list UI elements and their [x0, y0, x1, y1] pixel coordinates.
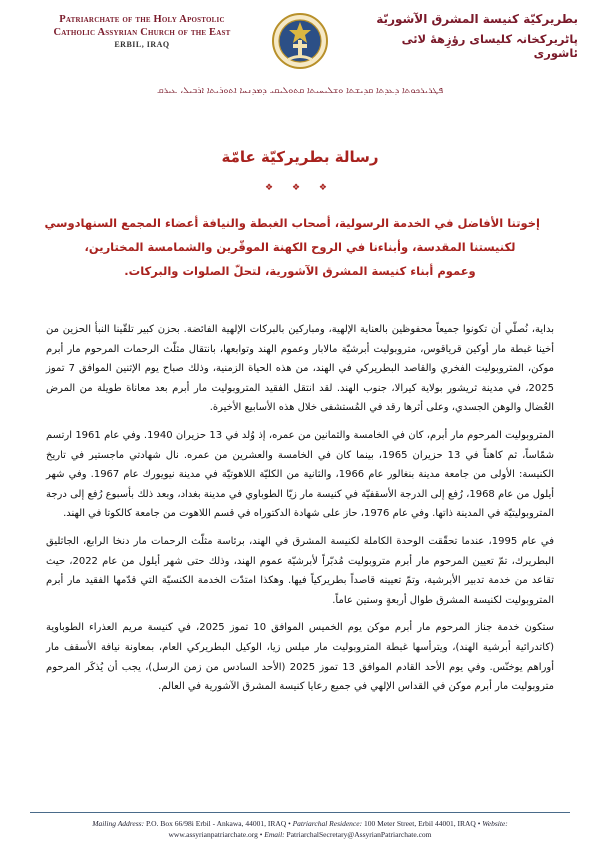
body-paragraph: بداية، نُصلّي أن تكونوا جميعاً محفوظين بالعناية الإلهية، ومباركين بالبركات الإلهية الفائضة. بحزن كبير تلقّينا النبأ الحزين من أخينا غبطة مار أوكين قرياقوس، متروبوليت أبرشيّة مالابار وعموم الهند وتوابعها، بانتقال مثلّث الرحمات المرحوم مار أبرم موكن، المتروبوليت الفخري والقاصد البطريركي في الهند، من هذه الحياة الزمنية، وذلك صباح يوم الإثنين الموافق 7 تموز 2025، في مدينة ثريشور بولاية كيرالا، جنوب الهند. لقد انتقل الفقيد المتروبوليت مار أبرم بعد معاناة طويلة من المرض العُضال والوهن الجسدي، وعلى أثرها رقد في المُستشفى خلال هذه الأسابيع الأخيرة. [46, 324, 554, 414]
letterhead-arabic-line-2: پاٹریرکخانہ کلیسای رؤزِههٔ لائی ئاشوری [401, 32, 578, 60]
church-emblem-icon [270, 10, 330, 72]
website-label: Website: [482, 819, 508, 828]
residence-address: 100 Meter Street, Erbil 44001, IRAQ [363, 819, 476, 828]
letterhead-line-1: Patriarchate of the Holy Apostolic [59, 14, 225, 25]
syriac-letterhead-strip: ܦܛܪܝܪܟܘܬܐ ܕܥܕܬܐ ܩܕܝܫܬܐ ܘܫܠܝܚܝܬܐ ܩܬܘܠܝܩܝ ܕܡܕܢܚܐ ܐܬܘܪܝܬܐ ܐܪܒܝܠ، ܥܝܪܩ [156, 86, 444, 96]
letter-body [46, 320, 554, 705]
body-paragraph: المتروبوليت المرحوم مار أبرم، كان في الخامسة والثمانين من عمره، إذ وُلد في 13 حزيران 1940. وفي عام 1961 ارتسم شمّاساً، ثم كاهناً في 13 حزيران 1965، بينما كان في الخامسة والعشرين من عمره. نال شهادتي ماجستير في تاريخ الكنيسة: الأولى من جامعة مدينة بنغالور عام 1966، والثانية من الكليّة اللاهوتيّة في مدينة نيويورك عام 1967. وفي شهر أيلول من عام 1968، رُفع إلى الدرجة الأسقفيّة في كنيسة مار زيّا الطوباوي في مدينة بغداد، وبعد ذلك بأسبوع رُفع إلى درجة المتروبوليتيّة في المدينة ذاتها. وفي عام 1976، حاز على شهادة الدكتوراه في قسم اللاهوت من جامعة كالكوتا في الهند. [46, 429, 555, 520]
website-link[interactable]: www.assyrianpatriarchate.org [168, 830, 258, 839]
mailing-label: Mailing Address: [92, 819, 145, 828]
footer-line-1: Mailing Address: P.O. Box 66/98i Erbil - Ankawa, 44001, IRAQ • Patriarchal Residence: 100 Meter Street, Erbil 44001, IRAQ • Website: [92, 819, 508, 828]
body-paragraph: في عام 1995، عندما تحقّقت الوحدة الكاملة لكنيسة المشرق في الهند، برئاسة مثلّث الرحمات مار دنخا الرابع، الجاثليق البطريرك، تمّ تعيين المرحوم مار أبرم متروبوليت مُدبّراً لأبرشيّة عموم الهند، وذلك حتى شهر أيلول من عام 2022، حيث تقاعد من خدمة تدبير الأبرشية، وتمّ تعيينه قاصداً بطريركياً فيها. وهكذا امتدّت الخدمة الكنسيّة التي قدّمها الفقيد مار أبرم المتروبوليت لكنيسة المشرق طوال أربعةٍ وستين عاماً. [46, 535, 554, 606]
letterhead-location: ERBIL, IRAQ [114, 40, 170, 49]
letterhead-line-2: Catholic Assyrian Church of the East [53, 27, 231, 38]
greeting-line: لكنيستنا المقدسة، وأبناءنا في الروح الكهنة الموقّرين والشمامسة المختارين، [84, 240, 516, 254]
letterhead-arabic [358, 12, 578, 60]
footer [10, 818, 590, 840]
email-label: Email: [264, 830, 285, 839]
body-paragraph: ستكون خدمة جناز المرحوم مار أبرم موكن يوم الخميس الموافق 10 تموز 2025، في كنيسة مريم العذراء الطوباوية (كاتدرائية أبرشية الهند)، ويترأسها غبطة المتروبوليت مار ميلس زيا، الوكيل البطريركي العام، بمعاونة نيافة الأسقف مار أوراهم يوخنّس. وفي يوم الأحد القادم الموافق 13 تموز 2025 (الأحد السادس من زمن الرسل)، يجب أن يُذكَر المرحوم متروبوليت مار أبرم موكن في القداس الإلهي في جميع رعايا كنيسة المشرق الآشورية في العالم. [46, 622, 555, 693]
letter-title: رسالة بطريركيّة عامّة [221, 148, 379, 166]
greeting-line: وعموم أبناء كنيسة المشرق الآشورية، لتحلّ الصلوات والبركات. [124, 264, 476, 278]
footer-line-2: www.assyrianpatriarchate.org • Email: PatriarchalSecretary@AssyrianPatriarchate.com [168, 830, 432, 839]
mailing-address: P.O. Box 66/98i Erbil - Ankawa, 44001, IRAQ [145, 819, 287, 828]
letterhead-arabic-line-1: بطريركيّة كنيسة المشرق الآشوريّة [376, 12, 578, 26]
email-link[interactable]: PatriarchalSecretary@AssyrianPatriarchate.com [286, 830, 432, 839]
letterhead-english [22, 14, 262, 49]
greeting-block [44, 211, 540, 283]
residence-label: Patriarchal Residence: [292, 819, 363, 828]
greeting-line: إخوتنا الأفاضل في الخدمة الرسولية، أصحاب الغبطة والنيافة أعضاء المجمع السنهادوسي [44, 216, 540, 230]
footer-rule [30, 812, 570, 813]
letterhead [22, 10, 578, 80]
ornament-divider: ❖ ❖ ❖ [265, 183, 335, 193]
